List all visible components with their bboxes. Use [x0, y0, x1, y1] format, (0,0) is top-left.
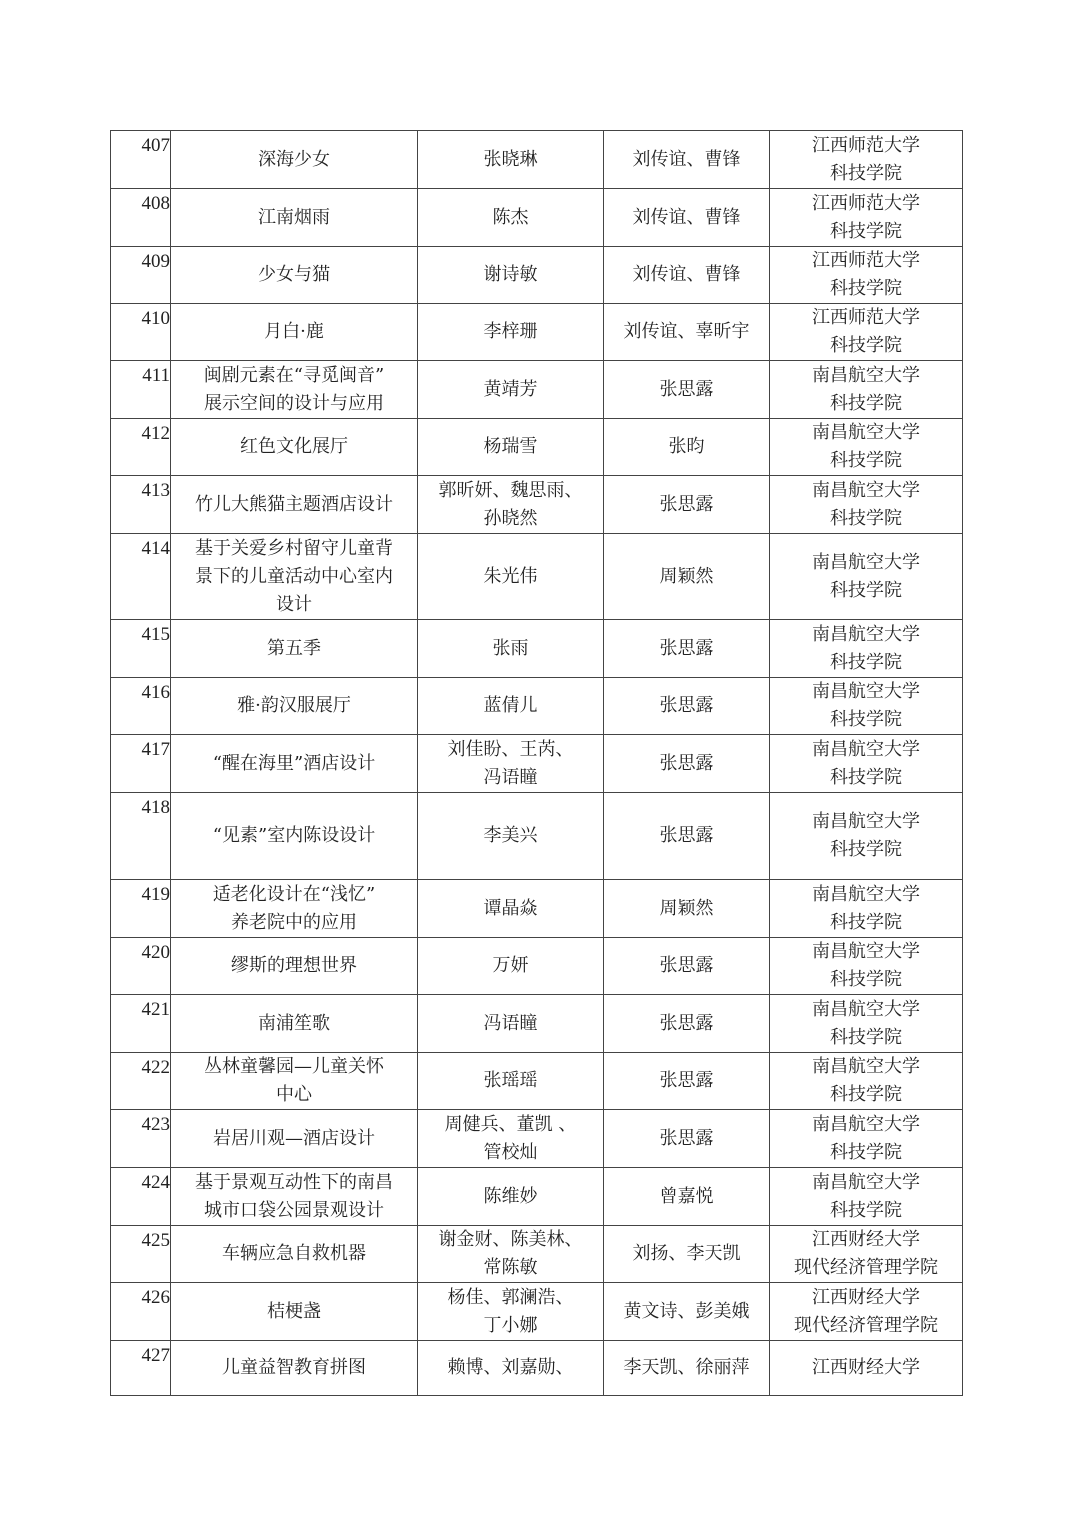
school-name-cell [770, 1283, 963, 1341]
work-title-line: 少女与猫 [258, 264, 330, 285]
work-title-cell [171, 1110, 418, 1168]
school-name-line: 南昌航空大学 [812, 1113, 920, 1135]
school-name-cell [770, 995, 963, 1053]
advisor-names-line: 周颖然 [659, 897, 714, 919]
school-name-line: 科技学院 [830, 162, 902, 184]
advisor-names-cell [604, 793, 770, 880]
advisor-names-line: 曾嘉悦 [659, 1185, 714, 1207]
author-names-line: 刘佳盼、王芮、 [447, 738, 574, 760]
work-title-line: 竹儿大熊猫主题酒店设计 [195, 493, 393, 515]
author-names-line: 谭晶焱 [483, 897, 538, 919]
school-name-line: 南昌航空大学 [812, 364, 920, 386]
school-name-line: 科技学院 [830, 1026, 902, 1048]
school-name-cell [770, 938, 963, 995]
author-names-line: 黄靖芳 [483, 378, 538, 400]
advisor-names-cell [604, 419, 770, 476]
work-title-line: 岩居川观—酒店设计 [213, 1127, 375, 1149]
row-number: 424 [111, 1168, 171, 1226]
school-name-cell [770, 793, 963, 880]
school-name-cell [770, 1341, 963, 1396]
work-title-cell [171, 1168, 418, 1226]
advisor-names-line: 张思露 [659, 637, 714, 659]
advisor-names-cell [604, 735, 770, 793]
school-name-line: 江西财经大学 [812, 1357, 920, 1378]
row-number: 423 [111, 1110, 171, 1168]
row-number: 413 [111, 476, 171, 534]
work-title-cell [171, 476, 418, 534]
advisor-names-line: 刘传谊、曹锋 [632, 148, 741, 170]
school-name-line: 现代经济管理学院 [794, 1257, 938, 1278]
author-names-cell [418, 131, 604, 189]
author-names-line: 丁小娜 [483, 1314, 538, 1336]
school-name-line: 科技学院 [830, 579, 902, 601]
school-name-line: 南昌航空大学 [812, 681, 920, 702]
work-title-cell [171, 678, 418, 735]
work-title-cell [171, 419, 418, 476]
author-names-cell [418, 247, 604, 304]
work-title-cell [171, 361, 418, 419]
work-title-line: 月白·鹿 [264, 321, 324, 342]
school-name-line: 科技学院 [830, 220, 902, 242]
row-number: 416 [111, 678, 171, 735]
advisor-names-line: 刘传谊、曹锋 [632, 264, 741, 285]
author-names-cell [418, 1168, 604, 1226]
school-name-line: 科技学院 [830, 1199, 902, 1221]
school-name-line: 南昌航空大学 [812, 422, 920, 443]
school-name-cell [770, 1168, 963, 1226]
school-name-line: 科技学院 [830, 969, 902, 990]
work-title-line: 设计 [276, 593, 312, 615]
row-number: 419 [111, 880, 171, 938]
advisor-names-line: 张思露 [659, 493, 714, 515]
author-names-line: 杨佳、郭澜浩、 [447, 1286, 574, 1308]
school-name-cell [770, 247, 963, 304]
table-row [111, 1341, 963, 1396]
work-title-line: 南浦笙歌 [258, 1012, 330, 1034]
author-names-cell [418, 735, 604, 793]
table-row [111, 189, 963, 247]
school-name-line: 南昌航空大学 [812, 941, 920, 962]
table-row [111, 1283, 963, 1341]
author-names-cell [418, 419, 604, 476]
author-names-cell [418, 880, 604, 938]
school-name-line: 南昌航空大学 [812, 551, 920, 573]
advisor-names-line: 李天凯、徐丽萍 [623, 1357, 750, 1378]
advisor-names-line: 张昀 [668, 436, 705, 457]
work-title-cell [171, 189, 418, 247]
work-title-cell [171, 620, 418, 678]
school-name-line: 江西财经大学 [812, 1229, 920, 1250]
row-number: 422 [111, 1053, 171, 1110]
advisor-names-line: 张思露 [659, 378, 714, 400]
school-name-line: 科技学院 [830, 335, 902, 356]
row-number: 407 [111, 131, 171, 189]
school-name-line: 南昌航空大学 [812, 479, 920, 501]
advisor-names-cell [604, 938, 770, 995]
advisor-names-cell [604, 189, 770, 247]
advisor-names-line: 刘传谊、辜昕宇 [623, 321, 750, 342]
work-title-line: 展示空间的设计与应用 [204, 392, 384, 414]
author-names-line: 常陈敏 [483, 1257, 538, 1278]
work-title-line: 基于关爱乡村留守儿童背 [195, 537, 393, 559]
advisor-names-line: 张思露 [659, 695, 714, 716]
author-names-line: 周健兵、董凯 、 [444, 1113, 577, 1135]
advisor-names-line: 张思露 [659, 825, 714, 846]
work-title-line: 红色文化展厅 [240, 436, 348, 457]
author-names-line: 孙晓然 [483, 507, 538, 529]
author-names-line: 朱光伟 [483, 565, 538, 587]
table-row [111, 995, 963, 1053]
work-title-cell [171, 880, 418, 938]
advisor-names-cell [604, 1168, 770, 1226]
table-row [111, 1053, 963, 1110]
school-name-line: 南昌航空大学 [812, 811, 920, 832]
work-title-line: “见素”室内陈设设计 [212, 825, 376, 846]
row-number: 409 [111, 247, 171, 304]
work-title-cell [171, 938, 418, 995]
school-name-line: 南昌航空大学 [812, 998, 920, 1020]
school-name-cell [770, 304, 963, 361]
advisor-names-cell [604, 1283, 770, 1341]
row-number: 412 [111, 419, 171, 476]
author-names-line: 谢金财、陈美林、 [438, 1229, 583, 1250]
school-name-cell [770, 1053, 963, 1110]
work-title-cell [171, 1053, 418, 1110]
table-row [111, 880, 963, 938]
author-names-cell [418, 534, 604, 620]
work-title-line: 闽剧元素在“寻觅闽音” [203, 364, 385, 386]
author-names-line: 万妍 [492, 955, 529, 976]
advisor-names-cell [604, 678, 770, 735]
work-title-cell [171, 793, 418, 880]
author-names-cell [418, 1110, 604, 1168]
work-title-cell [171, 304, 418, 361]
advisor-names-cell [604, 995, 770, 1053]
advisor-names-cell [604, 361, 770, 419]
table-row [111, 361, 963, 419]
school-name-cell [770, 419, 963, 476]
work-title-line: “醒在海里”酒店设计 [212, 752, 376, 774]
work-title-cell [171, 247, 418, 304]
advisor-names-cell [604, 1226, 770, 1283]
advisor-names-line: 张思露 [659, 1012, 714, 1034]
author-names-line: 张晓琳 [483, 148, 538, 170]
advisor-names-line: 张思露 [659, 752, 714, 774]
advisor-names-cell [604, 1341, 770, 1396]
work-title-line: 适老化设计在“浅忆” [212, 883, 376, 905]
author-names-cell [418, 189, 604, 247]
school-name-cell [770, 620, 963, 678]
advisor-names-cell [604, 476, 770, 534]
table-row [111, 247, 963, 304]
school-name-line: 南昌航空大学 [812, 1171, 920, 1193]
school-name-line: 科技学院 [830, 911, 902, 933]
author-names-cell [418, 304, 604, 361]
school-name-line: 南昌航空大学 [812, 883, 920, 905]
school-name-cell [770, 189, 963, 247]
work-title-line: 丛林童馨园—儿童关怀 [204, 1056, 384, 1077]
school-name-cell [770, 361, 963, 419]
author-names-cell [418, 1341, 604, 1396]
work-title-line: 养老院中的应用 [231, 911, 357, 933]
work-title-line: 城市口袋公园景观设计 [204, 1199, 384, 1221]
author-names-line: 陈杰 [492, 206, 529, 228]
school-name-line: 科技学院 [830, 392, 902, 414]
advisor-names-line: 张思露 [659, 1070, 714, 1091]
author-names-line: 李梓珊 [483, 321, 538, 342]
award-table-body [111, 131, 963, 1396]
author-names-cell [418, 1053, 604, 1110]
school-name-cell [770, 735, 963, 793]
row-number: 411 [111, 361, 171, 419]
author-names-cell [418, 938, 604, 995]
author-names-cell [418, 1283, 604, 1341]
work-title-cell [171, 1341, 418, 1396]
work-title-line: 车辆应急自救机器 [222, 1243, 366, 1264]
row-number: 426 [111, 1283, 171, 1341]
author-names-line: 张瑶瑶 [483, 1070, 538, 1091]
school-name-line: 科技学院 [830, 839, 902, 860]
work-title-cell [171, 131, 418, 189]
table-row [111, 735, 963, 793]
author-names-cell [418, 476, 604, 534]
author-names-line: 管校灿 [483, 1141, 538, 1163]
table-row [111, 938, 963, 995]
advisor-names-line: 周颖然 [659, 565, 714, 587]
work-title-cell [171, 735, 418, 793]
work-title-cell [171, 534, 418, 620]
award-table [110, 130, 963, 1396]
advisor-names-line: 张思露 [659, 1127, 714, 1149]
table-row [111, 131, 963, 189]
author-names-line: 李美兴 [483, 825, 538, 846]
advisor-names-cell [604, 534, 770, 620]
row-number: 410 [111, 304, 171, 361]
table-row [111, 793, 963, 880]
school-name-cell [770, 534, 963, 620]
table-row [111, 1110, 963, 1168]
table-row [111, 419, 963, 476]
advisor-names-cell [604, 1053, 770, 1110]
author-names-line: 冯语瞳 [483, 766, 538, 788]
school-name-cell [770, 1226, 963, 1283]
school-name-line: 江西财经大学 [812, 1286, 920, 1308]
author-names-line: 张雨 [492, 637, 529, 659]
author-names-line: 郭昕妍、魏思雨、 [438, 479, 583, 501]
work-title-line: 雅·韵汉服展厅 [237, 695, 351, 716]
school-name-line: 南昌航空大学 [812, 738, 920, 760]
author-names-cell [418, 995, 604, 1053]
author-names-cell [418, 793, 604, 880]
table-row [111, 534, 963, 620]
school-name-cell [770, 476, 963, 534]
school-name-line: 南昌航空大学 [812, 1056, 920, 1077]
work-title-line: 基于景观互动性下的南昌 [195, 1171, 393, 1193]
row-number: 415 [111, 620, 171, 678]
author-names-cell [418, 620, 604, 678]
row-number: 427 [111, 1341, 171, 1396]
school-name-line: 科技学院 [830, 1084, 902, 1105]
author-names-cell [418, 361, 604, 419]
author-names-line: 谢诗敏 [483, 264, 538, 285]
school-name-cell [770, 131, 963, 189]
author-names-cell [418, 678, 604, 735]
row-number: 425 [111, 1226, 171, 1283]
school-name-line: 科技学院 [830, 278, 902, 299]
school-name-line: 江西师范大学 [812, 192, 920, 214]
advisor-names-cell [604, 304, 770, 361]
school-name-line: 科技学院 [830, 1141, 902, 1163]
school-name-cell [770, 678, 963, 735]
school-name-line: 科技学院 [830, 651, 902, 673]
school-name-cell [770, 880, 963, 938]
author-names-line: 陈维妙 [483, 1185, 538, 1207]
school-name-line: 江西师范大学 [812, 307, 920, 328]
table-row [111, 1168, 963, 1226]
school-name-line: 科技学院 [830, 709, 902, 730]
table-row [111, 678, 963, 735]
row-number: 408 [111, 189, 171, 247]
table-row [111, 1226, 963, 1283]
author-names-line: 冯语瞳 [483, 1012, 538, 1034]
row-number: 421 [111, 995, 171, 1053]
advisor-names-line: 张思露 [659, 955, 714, 976]
row-number: 420 [111, 938, 171, 995]
advisor-names-line: 刘传谊、曹锋 [632, 206, 741, 228]
school-name-line: 科技学院 [830, 766, 902, 788]
author-names-line: 赖博、刘嘉勋、 [447, 1357, 574, 1378]
author-names-line: 杨瑞雪 [483, 436, 538, 457]
school-name-line: 科技学院 [830, 507, 902, 529]
work-title-line: 江南烟雨 [258, 206, 330, 228]
school-name-cell [770, 1110, 963, 1168]
work-title-cell [171, 995, 418, 1053]
advisor-names-cell [604, 131, 770, 189]
row-number: 414 [111, 534, 171, 620]
advisor-names-line: 黄文诗、彭美娥 [623, 1300, 750, 1322]
advisor-names-cell [604, 1110, 770, 1168]
work-title-line: 儿童益智教育拼图 [222, 1357, 366, 1378]
work-title-line: 景下的儿童活动中心室内 [195, 565, 393, 587]
table-row [111, 304, 963, 361]
advisor-names-cell [604, 880, 770, 938]
advisor-names-cell [604, 247, 770, 304]
table-row [111, 620, 963, 678]
school-name-line: 江西师范大学 [812, 250, 920, 271]
work-title-line: 深海少女 [258, 148, 330, 170]
table-row [111, 476, 963, 534]
advisor-names-line: 刘扬、李天凯 [632, 1243, 741, 1264]
work-title-line: 中心 [276, 1084, 312, 1105]
school-name-line: 现代经济管理学院 [794, 1314, 938, 1336]
author-names-line: 蓝倩儿 [483, 695, 538, 716]
school-name-line: 江西师范大学 [812, 134, 920, 156]
school-name-line: 南昌航空大学 [812, 623, 920, 645]
work-title-cell [171, 1283, 418, 1341]
advisor-names-cell [604, 620, 770, 678]
row-number: 417 [111, 735, 171, 793]
row-number: 418 [111, 793, 171, 880]
work-title-line: 桔梗盏 [267, 1300, 321, 1322]
work-title-line: 缪斯的理想世界 [231, 955, 357, 976]
author-names-cell [418, 1226, 604, 1283]
work-title-cell [171, 1226, 418, 1283]
work-title-line: 第五季 [267, 637, 321, 659]
school-name-line: 科技学院 [830, 450, 902, 471]
